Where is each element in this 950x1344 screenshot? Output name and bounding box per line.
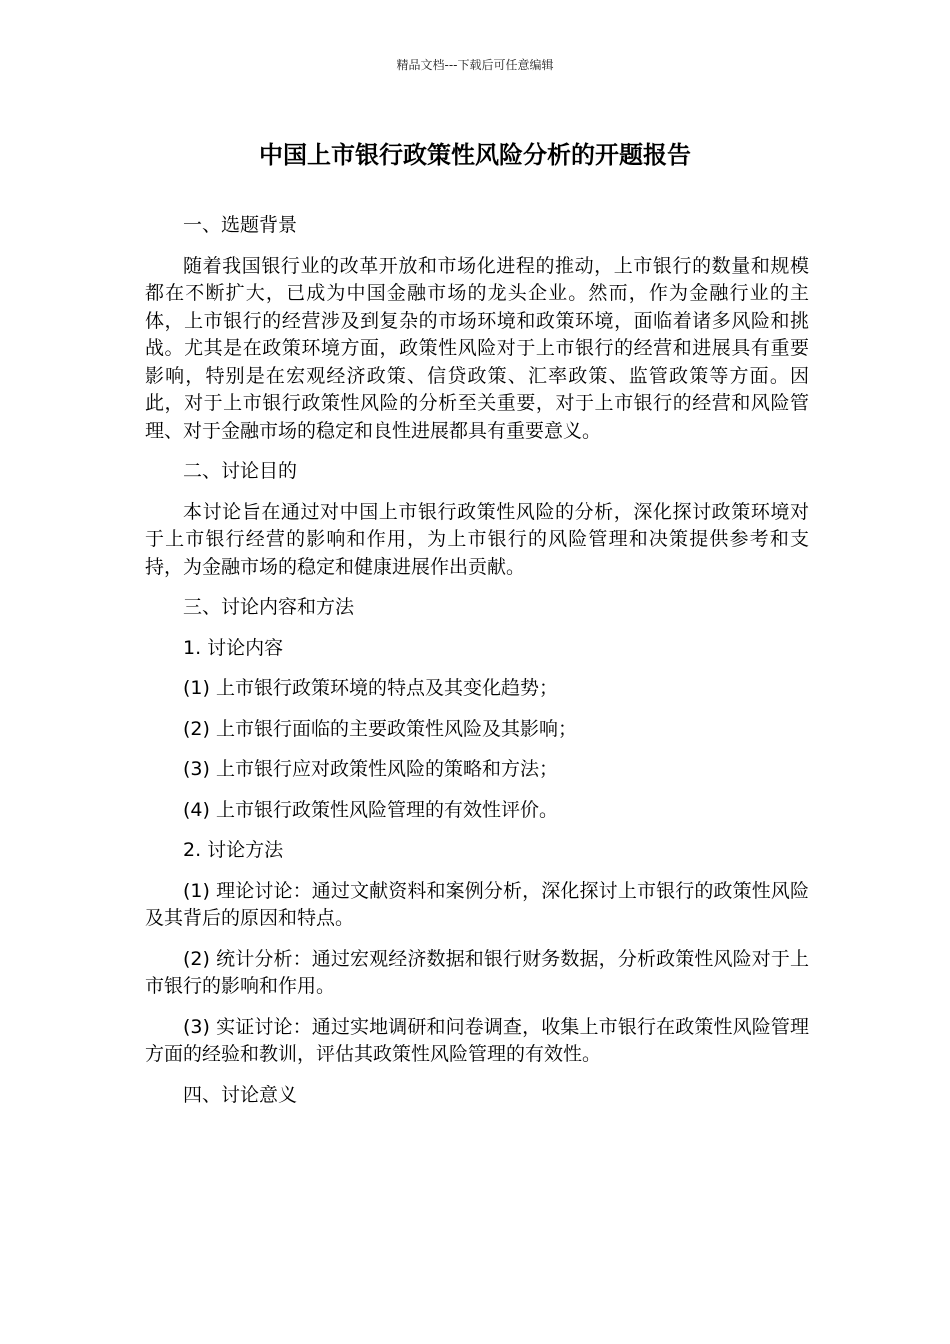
document-title: 中国上市银行政策性风险分析的开题报告 (259, 141, 691, 169)
list-item: (3) 实证讨论：通过实地调研和问卷调查，收集上市银行在政策性风险管理方面的经验和教训，评估其政策性风险管理的有效性。 (145, 1015, 809, 1065)
paragraph-background: 随着我国银行业的改革开放和市场化进程的推动，上市银行的数量和规模都在不断扩大，已成为中国金融市场的龙头企业。然而，作为金融行业的主体，上市银行的经营涉及到复杂的市场环境和政策环境，面临着诸多风险和挑战。尤其是在政策环境方面，政策性风险对于上市银行的经营和进展具有重要影响，特别是在宏观经济政策、信贷政策、汇率政策、监管政策等方面。因此，对于上市银行政策性风险的分析至关重要，对于上市银行的经营和风险管理、对于金融市场的稳定和良性进展都具有重要意义。 (145, 254, 809, 442)
paragraph-purpose: 本讨论旨在通过对中国上市银行政策性风险的分析，深化探讨政策环境对于上市银行经营的影响和作用，为上市银行的风险管理和决策提供参考和支持，为金融市场的稳定和健康进展作出贡献。 (145, 500, 809, 578)
list-item: (3) 上市银行应对政策性风险的策略和方法； (183, 758, 558, 780)
header-note: 精品文档---下载后可任意编辑 (396, 58, 554, 72)
list-item: (2) 统计分析：通过宏观经济数据和银行财务数据，分析政策性风险对于上市银行的影响和作用。 (145, 947, 809, 997)
document-body (145, 212, 809, 1122)
section-heading-purpose: 二、讨论目的 (183, 460, 298, 482)
list-item: (2) 上市银行面临的主要政策性风险及其影响； (183, 717, 577, 740)
section-heading-significance: 四、讨论意义 (183, 1083, 298, 1106)
subheading-methods: 2. 讨论方法 (183, 839, 284, 861)
list-item: (1) 理论讨论：通过文献资料和案例分析，深化探讨上市银行的政策性风险及其背后的原因和特点。 (145, 879, 809, 929)
subheading-content: 1. 讨论内容 (183, 636, 284, 659)
list-item: (1) 上市银行政策环境的特点及其变化趋势； (183, 677, 558, 699)
list-item: (4) 上市银行政策性风险管理的有效性评价。 (183, 798, 558, 821)
section-heading-background: 一、选题背景 (183, 214, 298, 236)
section-heading-content-methods: 三、讨论内容和方法 (183, 596, 355, 618)
